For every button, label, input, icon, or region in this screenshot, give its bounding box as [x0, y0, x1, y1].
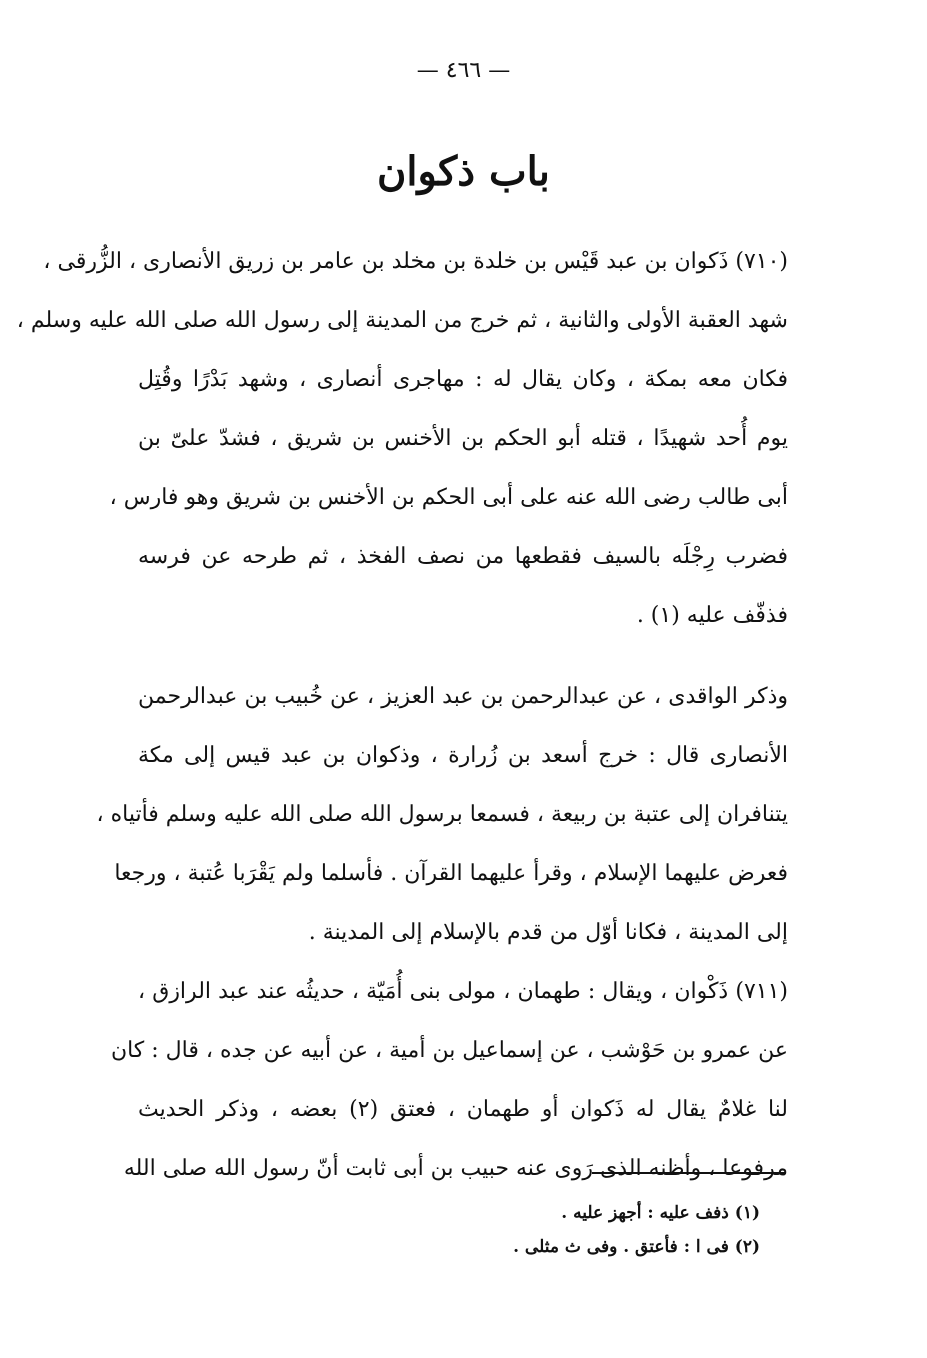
text-line: (٧١٠) ذَكوان بن عبد قَيْس بن خلدة بن مخلد بن عامر بن زريق الأنصارى ، الزُّرقى ،	[43, 249, 788, 274]
paragraph-waqidi	[96, 667, 788, 962]
body-text	[16, 232, 789, 1198]
text-line: لنا غلامٌ يقال له ذَكوان أو طهمان ، فعتق (٢) بعضه ، وذكر الحديث	[138, 1097, 789, 1122]
paragraph-gap	[138, 645, 788, 667]
text-line: فعرض عليهما الإسلام ، وقرأ عليهما القرآن . فأسلما ولم يَقْرَبا عُتبة ، ورجعا	[114, 861, 788, 886]
paragraph-711	[110, 962, 789, 1198]
footnotes	[430, 1196, 760, 1264]
paragraph-710	[16, 232, 788, 645]
footnote-2: (٢) فى ا : فأعتق . وفى ث مثلى .	[513, 1237, 760, 1257]
text-line: الأنصارى قال : خرج أسعد بن زُرارة ، وذكوان بن عبد قيس إلى مكة	[138, 743, 788, 768]
footnote-1: (١) ذفف عليه : أجهز عليه .	[561, 1203, 760, 1223]
text-line: (٧١١) ذَكْوان ، ويقال : طهمان ، مولى بنى أُمَيّة ، حديثُه عند عبد الرازق ،	[138, 979, 788, 1004]
text-line: فضرب رِجْلَه بالسيف فقطعها من نصف الفخذ ، ثم طرحه عن فرسه	[138, 544, 788, 569]
page-number: — ٤٦٦ —	[416, 58, 511, 83]
text-line: إلى المدينة ، فكانا أوّل من قدم بالإسلام إلى المدينة .	[308, 920, 788, 945]
text-line: شهد العقبة الأولى والثانية ، ثم خرج من المدينة إلى رسول الله صلى الله عليه وسلم ،	[16, 308, 788, 333]
footnote-divider	[592, 1172, 786, 1174]
text-line: وذكر الواقدى ، عن عبدالرحمن بن عبد العزيز ، عن خُبيب بن عبدالرحمن	[138, 684, 788, 709]
text-line: يوم أُحد شهيدًا ، قتله أبو الحكم بن الأخنس بن شريق ، فشدّ علىّ بن	[138, 426, 788, 451]
text-line: عن عمرو بن حَوْشب ، عن إسماعيل بن أمية ، عن أبيه عن جده ، قال : كان	[110, 1038, 788, 1063]
text-line: فذفّف عليه (١) .	[636, 603, 788, 628]
text-line: فكان معه بمكة ، وكان يقال له : مهاجرى أنصارى ، وشهد بَدْرًا وقُتِل	[138, 367, 788, 392]
text-line: أبى طالب رضى الله عنه على أبى الحكم بن الأخنس بن شريق وهو فارس ،	[109, 485, 788, 510]
text-line: يتنافران إلى عتبة بن ربيعة ، فسمعا برسول الله صلى الله عليه وسلم فأتياه ،	[96, 802, 788, 827]
text-line: مرفوعا ، وأظنه الذى رَوى عنه حبيب بن أبى ثابت أنّ رسول الله صلى الله	[123, 1156, 788, 1181]
chapter-title: باب ذكوان	[377, 148, 550, 195]
